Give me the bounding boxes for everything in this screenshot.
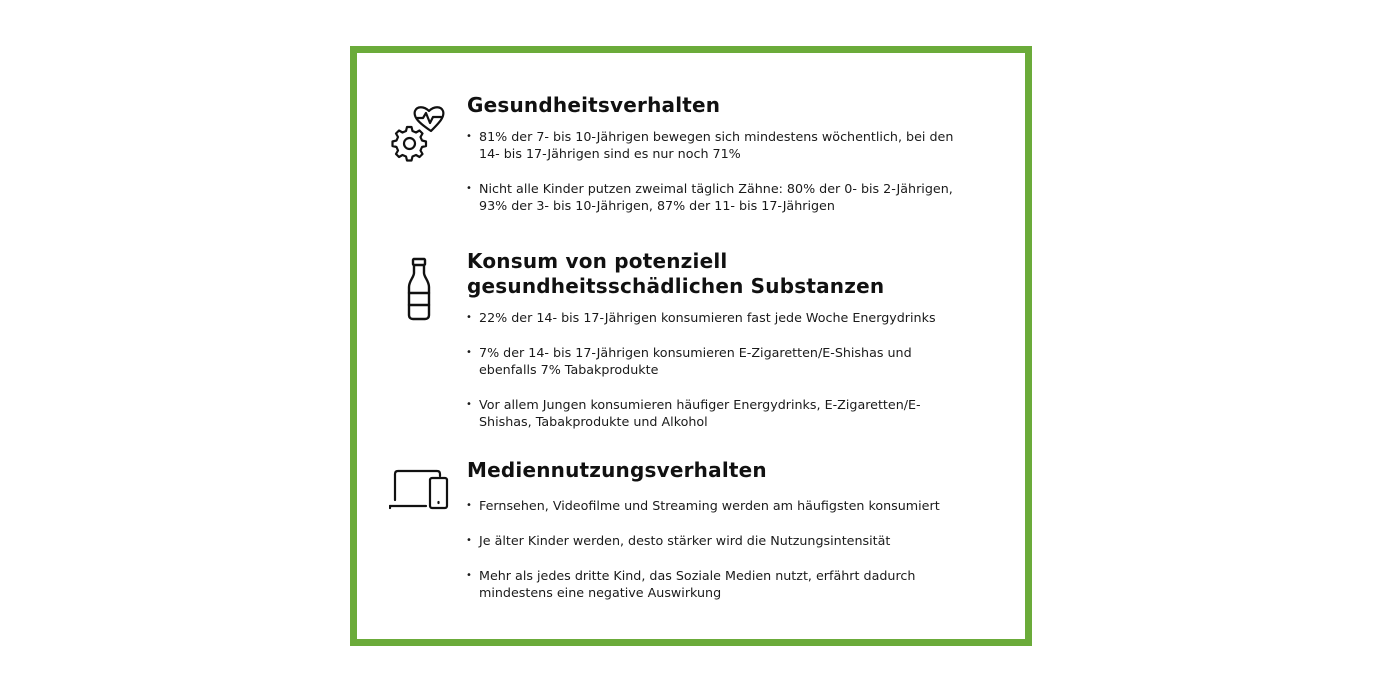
- section-heading: Konsum von potenziell gesundheitsschädlichen Substanzen: [467, 249, 885, 298]
- bottle-icon: [389, 257, 449, 321]
- info-box: [350, 46, 1032, 646]
- list-item: • Fernsehen, Videofilme und Streaming werden am häufigsten konsumiert: [467, 497, 967, 514]
- laptop-phone-icon: [389, 462, 449, 522]
- list-item: • 22% der 14- bis 17-Jährigen konsumieren fast jede Woche Energydrinks: [467, 309, 967, 326]
- list-item: • Mehr als jedes dritte Kind, das Soziale Medien nutzt, erfährt dadurch mindestens eine negative Auswirkung: [467, 567, 967, 601]
- list-item: • Vor allem Jungen konsumieren häufiger Energydrinks, E-Zigaretten/E-Shishas, Tabakprodukte und Alkohol: [467, 396, 967, 430]
- section-heading: Gesundheitsverhalten: [467, 93, 721, 117]
- list-item: • 81% der 7- bis 10-Jährigen bewegen sich mindestens wöchentlich, bei den 14- bis 17-Jährigen sind es nur noch 71%: [467, 128, 967, 162]
- list-item: • Je älter Kinder werden, desto stärker wird die Nutzungsintensität: [467, 532, 967, 549]
- list-item: • Nicht alle Kinder putzen zweimal täglich Zähne: 80% der 0- bis 2-Jährigen, 93% der 3- bis 10-Jährigen, 87% der 11- bis 17-Jährigen: [467, 180, 967, 214]
- list-item: • 7% der 14- bis 17-Jährigen konsumieren E-Zigaretten/E-Shishas und ebenfalls 7% Tabakprodukte: [467, 344, 967, 378]
- section-heading: Mediennutzungsverhalten: [467, 458, 767, 482]
- gear-heart-icon: [389, 105, 449, 165]
